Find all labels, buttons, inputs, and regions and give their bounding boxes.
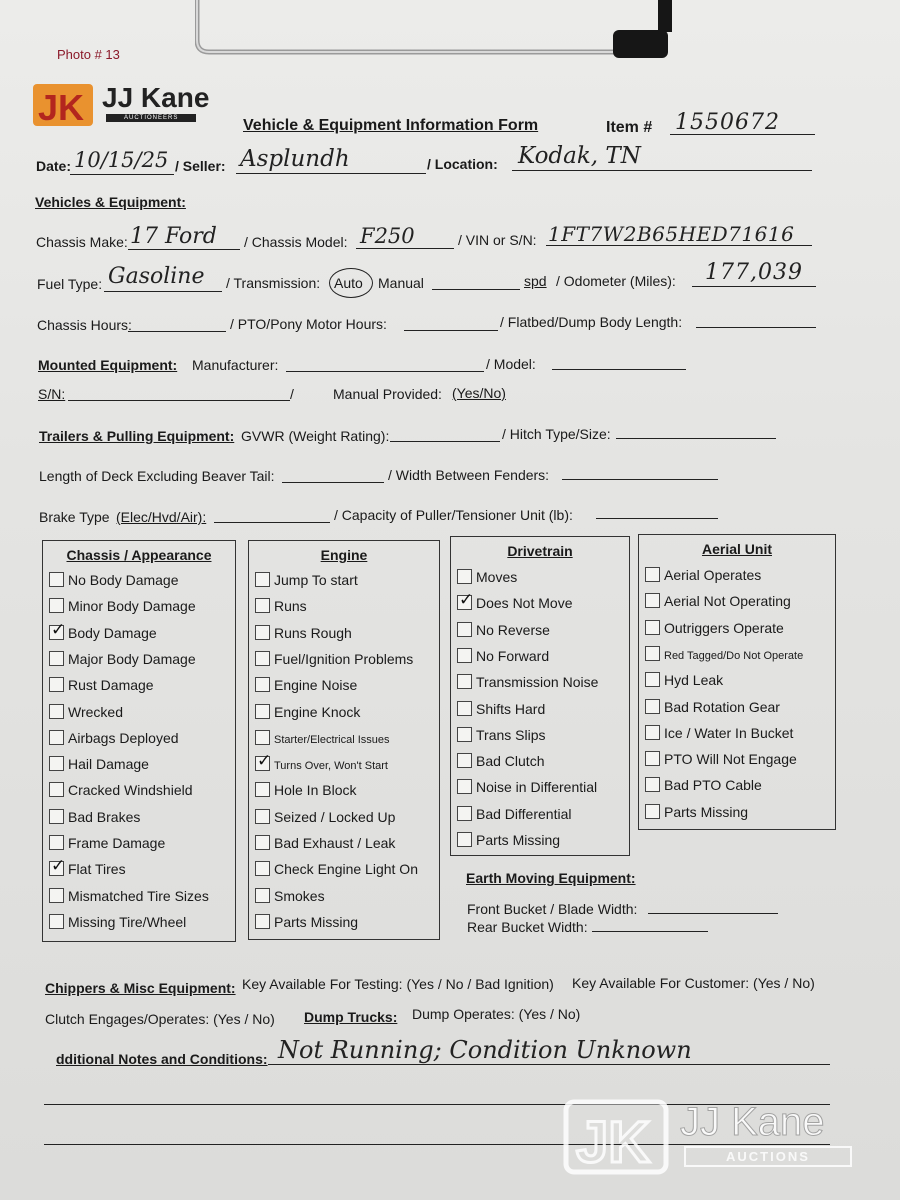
watermark-sub: AUCTIONS (684, 1146, 852, 1167)
aerial-option-label: Red Tagged/Do Not Operate (664, 649, 804, 662)
notes-line-1 (268, 1064, 830, 1065)
mounted-sn-label: S/N: (38, 386, 66, 402)
date-label: Date: (36, 158, 72, 174)
aerial-option[interactable] (645, 593, 791, 609)
drivetrain-option[interactable] (457, 701, 545, 717)
checkbox-icon[interactable] (457, 569, 472, 584)
clipboard-clip-icon (195, 0, 675, 60)
key-customer-label: Key Available For Customer: (Yes / No) (572, 975, 815, 991)
puller-capacity-label: / Capacity of Puller/Tensioner Unit (lb): (334, 507, 573, 523)
checkbox-icon[interactable] (49, 730, 64, 745)
drivetrain-title: Drivetrain (507, 543, 573, 559)
gvwr-line (390, 441, 500, 442)
mounted-heading: Mounted Equipment: (38, 357, 178, 373)
drivetrain-box (450, 536, 630, 856)
checkbox-icon[interactable] (645, 567, 660, 582)
pto-hours-line (404, 330, 498, 331)
vin-value: 1FT7W2B65HED71616 (548, 222, 795, 246)
vin-label: / VIN or S/N: (458, 232, 537, 248)
fender-width-line (562, 479, 718, 480)
manual-provided-options: (Yes/No) (452, 385, 506, 401)
drivetrain-option-label: Parts Missing (476, 832, 561, 848)
chassis-option[interactable] (49, 598, 196, 614)
checkbox-icon[interactable] (255, 572, 270, 587)
chassis-option-label: Hail Damage (68, 756, 149, 773)
chassis-option[interactable] (49, 835, 165, 851)
drivetrain-option[interactable] (457, 569, 517, 585)
checkbox-icon[interactable] (645, 699, 660, 714)
deck-length-line (282, 482, 384, 483)
item-line (670, 134, 815, 135)
engine-option-label: Parts Missing (274, 913, 359, 930)
checkbox-icon[interactable] (457, 806, 472, 821)
chassis-option[interactable] (49, 572, 179, 588)
puller-capacity-line (596, 518, 718, 519)
engine-option[interactable] (255, 598, 307, 614)
checkbox-icon[interactable] (49, 704, 64, 719)
drivetrain-option[interactable] (457, 806, 571, 822)
odometer-label: / Odometer (Miles): (556, 273, 676, 289)
drivetrain-option-label: Bad Differential (476, 805, 572, 822)
brake-type-line (214, 522, 330, 523)
jjkane-logo (30, 80, 220, 130)
chassis-option[interactable] (49, 625, 157, 641)
drivetrain-option-label: Trans Slips (476, 726, 546, 743)
chassis-option[interactable] (49, 730, 179, 746)
fender-width-label: / Width Between Fenders: (388, 467, 550, 483)
aerial-option[interactable] (645, 567, 761, 583)
engine-option-label: Engine Knock (274, 703, 361, 720)
checkbox-icon[interactable] (49, 809, 64, 824)
chassis-model-value: F250 (360, 224, 415, 248)
aerial-option-label: Parts Missing (664, 803, 749, 820)
aerial-option-label: Outriggers Operate (664, 619, 784, 636)
engine-option[interactable] (255, 677, 357, 693)
chassis-option-label: Frame Damage (68, 835, 166, 851)
engine-option-label: Seized / Locked Up (274, 808, 396, 825)
engine-option[interactable] (255, 704, 360, 720)
chassis-option-label: Cracked Windshield (68, 782, 193, 799)
brake-type-options: (Elec/Hvd/Air): (116, 509, 207, 525)
checkbox-icon[interactable] (457, 753, 472, 768)
pto-hours-label: / PTO/Pony Motor Hours: (230, 316, 387, 332)
mounted-manufacturer-label: Manufacturer: (192, 357, 279, 373)
flatbed-length-label: / Flatbed/Dump Body Length: (500, 314, 683, 330)
location-line (512, 170, 812, 171)
engine-option-label: Check Engine Light On (274, 861, 418, 878)
clutch-label: Clutch Engages/Operates: (Yes / No) (45, 1011, 275, 1027)
drivetrain-option-label: Transmission Noise (476, 674, 599, 691)
checkbox-icon[interactable] (457, 622, 472, 637)
engine-option[interactable] (255, 782, 356, 798)
sn-slash: / (290, 386, 294, 402)
chassis-option-label: Bad Brakes (68, 808, 141, 825)
aerial-option[interactable] (645, 620, 784, 636)
checkbox-icon[interactable] (645, 725, 660, 740)
checkbox-icon[interactable] (255, 861, 270, 876)
aerial-option-label: Hyd Leak (664, 672, 724, 689)
chassis-option-label: Major Body Damage (68, 650, 196, 667)
checkbox-icon[interactable] (49, 572, 64, 587)
drivetrain-option[interactable] (457, 622, 550, 638)
checkbox-icon[interactable] (255, 782, 270, 797)
aerial-option-label: Ice / Water In Bucket (664, 724, 794, 741)
deck-length-label: Length of Deck Excluding Beaver Tail: (39, 468, 275, 484)
earth-moving-heading: Earth Moving Equipment: (466, 870, 636, 886)
auto-circle (329, 268, 373, 298)
drivetrain-option-label: Bad Clutch (476, 753, 545, 770)
chippers-heading: Chippers & Misc Equipment: (45, 980, 236, 996)
chassis-hours-label: Chassis Hours: (37, 317, 132, 333)
fuel-type-line (104, 291, 222, 292)
checkbox-icon[interactable] (255, 835, 270, 850)
checkbox-icon[interactable] (49, 677, 64, 692)
transmission-auto: Auto (334, 275, 363, 291)
chassis-option-label: Minor Body Damage (68, 598, 196, 615)
dump-heading: Dump Trucks: (304, 1009, 398, 1025)
engine-option[interactable] (255, 861, 418, 877)
checkbox-icon[interactable] (645, 777, 660, 792)
engine-option[interactable] (255, 914, 358, 930)
aerial-option[interactable] (645, 699, 780, 715)
manufacturer-line (286, 371, 484, 372)
checkbox-icon[interactable] (255, 704, 270, 719)
odometer-line (692, 286, 816, 287)
drivetrain-option-label: No Forward (476, 647, 550, 664)
engine-option-label: Runs Rough (274, 624, 352, 641)
chassis-option[interactable] (49, 756, 149, 772)
vin-line (546, 245, 812, 246)
engine-option[interactable] (255, 888, 325, 904)
form-title: Vehicle & Equipment Information Form (243, 117, 539, 134)
chassis-appearance-title: Chassis / Appearance (66, 547, 212, 563)
engine-option[interactable] (255, 756, 388, 772)
engine-option-label: Runs (274, 598, 307, 615)
drivetrain-option-label: Moves (476, 569, 518, 585)
dump-operates-label: Dump Operates: (Yes / No) (412, 1006, 581, 1022)
front-bucket-line (648, 913, 778, 914)
watermark-jk-icon (562, 1094, 672, 1178)
engine-option-label: Fuel/Ignition Problems (274, 650, 414, 667)
hitch-line (616, 438, 776, 439)
odometer-value: 177,039 (705, 260, 803, 285)
manual-provided-label: Manual Provided: (333, 386, 442, 402)
aerial-option[interactable] (645, 672, 723, 688)
engine-option[interactable] (255, 625, 352, 641)
chassis-option-label: Wrecked (68, 703, 123, 720)
chassis-option[interactable] (49, 651, 196, 667)
checkbox-icon[interactable] (645, 646, 660, 661)
svg-text:JK: JK (38, 87, 85, 128)
notes-label: dditional Notes and Conditions: (56, 1051, 268, 1067)
chassis-option-label: Missing Tire/Wheel (68, 913, 187, 930)
mounted-model-label: / Model: (486, 356, 536, 372)
checkbox-icon[interactable] (49, 835, 64, 850)
checkbox-icon[interactable] (255, 625, 270, 640)
key-testing-label: Key Available For Testing: (Yes / No / Bad Ignition) (242, 976, 554, 992)
checkbox-icon[interactable] (645, 620, 660, 635)
checkbox-icon[interactable] (49, 598, 64, 613)
drivetrain-option-label: Noise in Differential (476, 779, 598, 796)
checkbox-icon[interactable] (457, 832, 472, 847)
checkbox-icon[interactable] (457, 727, 472, 742)
engine-box (248, 540, 440, 940)
logo-sub: AUCTIONEERS (106, 114, 196, 122)
engine-option-label: Starter/Electrical Issues (274, 733, 390, 746)
checkbox-icon[interactable] (255, 651, 270, 666)
drivetrain-option[interactable] (457, 779, 597, 795)
chassis-hours-line (128, 331, 226, 332)
chassis-option[interactable] (49, 704, 123, 720)
gvwr-label: GVWR (Weight Rating): (241, 428, 390, 444)
chassis-option-label: No Body Damage (68, 572, 179, 588)
engine-option[interactable] (255, 809, 395, 825)
aerial-option[interactable] (645, 725, 793, 741)
seller-line (236, 173, 426, 174)
drivetrain-option[interactable] (457, 674, 598, 690)
aerial-unit-title: Aerial Unit (701, 541, 772, 557)
checkbox-icon[interactable] (255, 598, 270, 613)
checkbox-checked-icon[interactable] (255, 756, 270, 771)
watermark-brand: JJ Kane (680, 1100, 825, 1144)
aerial-option[interactable] (645, 751, 797, 767)
chassis-model-line (356, 248, 454, 249)
checkbox-icon[interactable] (645, 593, 660, 608)
aerial-option[interactable] (645, 646, 803, 662)
checkbox-icon[interactable] (645, 672, 660, 687)
checkbox-icon[interactable] (49, 782, 64, 797)
chassis-model-label: / Chassis Model: (244, 234, 348, 250)
aerial-option-label: Bad Rotation Gear (664, 698, 780, 715)
checkbox-icon[interactable] (49, 888, 64, 903)
drivetrain-option[interactable] (457, 753, 544, 769)
vehicles-heading: Vehicles & Equipment: (35, 194, 186, 210)
transmission-label: / Transmission: (226, 275, 321, 291)
chassis-option[interactable] (49, 782, 193, 798)
drivetrain-option-label: No Reverse (476, 621, 550, 638)
checkbox-icon[interactable] (49, 651, 64, 666)
engine-option-label: Engine Noise (274, 677, 358, 694)
transmission-manual: Manual (378, 275, 424, 291)
front-bucket-label: Front Bucket / Blade Width: (467, 901, 638, 917)
drivetrain-option[interactable] (457, 595, 572, 611)
brake-type-label: Brake Type (39, 509, 110, 525)
aerial-option-label: Bad PTO Cable (664, 777, 762, 794)
aerial-option[interactable] (645, 777, 762, 793)
flatbed-length-line (696, 327, 816, 328)
engine-option-label: Smokes (274, 887, 325, 904)
model-line (552, 369, 686, 370)
svg-text:JK: JK (576, 1110, 651, 1175)
chassis-make-label: Chassis Make: (36, 234, 128, 250)
chassis-option-label: Rust Damage (68, 677, 154, 694)
engine-title: Engine (320, 547, 368, 563)
item-value: 1550672 (675, 110, 780, 135)
drivetrain-option[interactable] (457, 648, 549, 664)
item-label: Item # (606, 119, 653, 136)
seller-label: / Seller: (175, 158, 226, 174)
checkbox-icon[interactable] (457, 701, 472, 716)
engine-option-label: Hole In Block (274, 782, 357, 799)
chassis-option-label: Mismatched Tire Sizes (68, 887, 209, 904)
checkbox-icon[interactable] (457, 779, 472, 794)
location-label: / Location: (427, 156, 498, 172)
chassis-option[interactable] (49, 809, 140, 825)
seller-value: Asplundh (240, 146, 350, 172)
checkbox-checked-icon[interactable] (49, 625, 64, 640)
trailers-heading: Trailers & Pulling Equipment: (39, 428, 235, 444)
aerial-unit-box (638, 534, 836, 830)
chassis-appearance-box (42, 540, 236, 942)
drivetrain-option[interactable] (457, 727, 546, 743)
manual-line (432, 289, 520, 290)
chassis-option[interactable] (49, 861, 126, 877)
fuel-type-value: Gasoline (108, 264, 205, 289)
chassis-option-label: Airbags Deployed (68, 729, 179, 746)
engine-option[interactable] (255, 835, 395, 851)
aerial-option-label: Aerial Not Operating (664, 593, 791, 610)
checkbox-icon[interactable] (49, 914, 64, 929)
engine-option[interactable] (255, 651, 413, 667)
aerial-option-label: PTO Will Not Engage (664, 751, 797, 768)
chassis-option[interactable] (49, 888, 209, 904)
chassis-option[interactable] (49, 677, 154, 693)
chassis-option[interactable] (49, 914, 186, 930)
checkbox-icon[interactable] (645, 804, 660, 819)
checkbox-icon[interactable] (645, 751, 660, 766)
aerial-option[interactable] (645, 804, 748, 820)
aerial-option-label: Aerial Operates (664, 567, 762, 583)
checkbox-icon[interactable] (255, 914, 270, 929)
chassis-make-line (128, 249, 240, 250)
checkbox-checked-icon[interactable] (49, 861, 64, 876)
checkbox-icon[interactable] (457, 648, 472, 663)
checkbox-icon[interactable] (457, 674, 472, 689)
checkbox-icon[interactable] (49, 756, 64, 771)
logo-brand: JJ Kane (102, 82, 210, 113)
engine-option-label: Bad Exhaust / Leak (274, 835, 396, 851)
drivetrain-option-label: Does Not Move (476, 595, 573, 612)
date-line (70, 174, 174, 175)
location-value: Kodak, TN (518, 143, 641, 169)
engine-option[interactable] (255, 572, 358, 588)
engine-option[interactable] (255, 730, 390, 746)
drivetrain-option-label: Shifts Hard (476, 700, 546, 717)
transmission-spd: spd (524, 273, 547, 289)
chassis-option-label: Body Damage (68, 624, 157, 641)
checkbox-checked-icon[interactable] (457, 595, 472, 610)
hitch-label: / Hitch Type/Size: (502, 426, 611, 442)
checkbox-icon[interactable] (255, 677, 270, 692)
chassis-option-label: Flat Tires (68, 861, 126, 878)
engine-option-label: Jump To start (274, 572, 358, 588)
engine-option-label: Turns Over, Won't Start (274, 760, 388, 773)
notes-value: Not Running; Condition Unknown (278, 1036, 692, 1064)
date-value: 10/15/25 (74, 148, 169, 172)
fuel-type-label: Fuel Type: (37, 276, 103, 292)
watermark-logo (562, 1094, 882, 1178)
photo-label: Photo # 13 (57, 47, 120, 62)
rear-bucket-label: Rear Bucket Width: (467, 919, 588, 935)
checkbox-icon[interactable] (255, 888, 270, 903)
checkbox-icon[interactable] (255, 730, 270, 745)
chassis-make-value: 17 Ford (130, 224, 217, 249)
rear-bucket-line (592, 931, 708, 932)
checkbox-icon[interactable] (255, 809, 270, 824)
sn-line (68, 400, 290, 401)
jk-logo-icon (30, 80, 96, 130)
drivetrain-option[interactable] (457, 832, 560, 848)
